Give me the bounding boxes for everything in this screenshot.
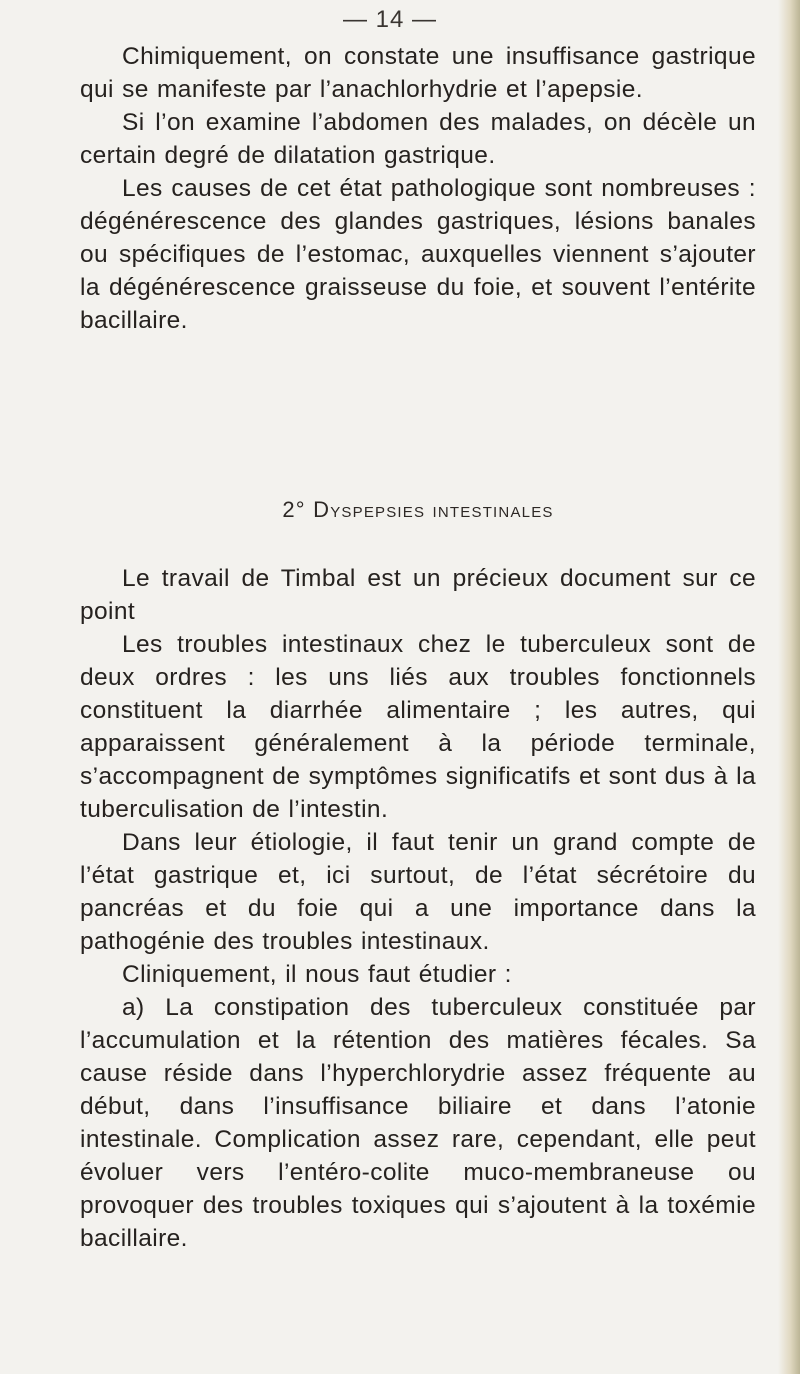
page-number: — 14 — <box>342 6 438 33</box>
paragraph: Cliniquement, il nous faut étudier : <box>122 961 512 988</box>
paragraph: Dans leur étiologie, il faut tenir un grand compte de l’état gastrique et, ici surtout, de l’état sécrétoire du pancréas et du foie qui a une importance dans la pathogénie des troubles intestinaux. <box>80 829 756 955</box>
paragraph: a) La constipation des tuberculeux constituée par l’accumulation et la rétention des matières fécales. Sa cause réside dans l’hyperchlorydrie assez fréquente au début, dans l’insuffisance biliaire et dans l’atonie intestinale. Complication assez rare, cependant, elle peut évoluer vers l’entéro-colite muco-membraneuse ou provoquer des troubles toxiques qui s’ajoutent à la toxémie bacillaire. <box>80 994 756 1252</box>
paragraph: Si l’on examine l’abdomen des malades, on décèle un certain degré de dilatation gastrique. <box>80 109 756 169</box>
body-text-block <box>80 562 756 1255</box>
page-edge-shadow <box>778 0 800 1374</box>
paragraph: Les causes de cet état pathologique sont nombreuses : dégénérescence des glandes gastriques, lésions banales ou spécifiques de l’estomac, auxquelles viennent s’ajouter la dégénérescence graisseuse du foie, et souvent l’entérite bacillaire. <box>80 175 756 334</box>
paragraph: Le travail de Timbal est un précieux document sur ce point <box>80 565 756 625</box>
paragraph: Chimiquement, on constate une insuffisance gastrique qui se manifeste par l’anachlorhydrie et l’apepsie. <box>80 43 756 103</box>
intro-text-block <box>80 40 756 337</box>
paragraph: Les troubles intestinaux chez le tuberculeux sont de deux ordres : les uns liés aux troubles fonctionnels constituent la diarrhée alimentaire ; les autres, qui apparaissent généralement à la période terminale, s’accompagnent de symptômes significatifs et sont dus à la tuberculisation de l’intestin. <box>80 631 756 823</box>
section-heading: 2° Dyspepsies intestinales <box>282 497 554 522</box>
